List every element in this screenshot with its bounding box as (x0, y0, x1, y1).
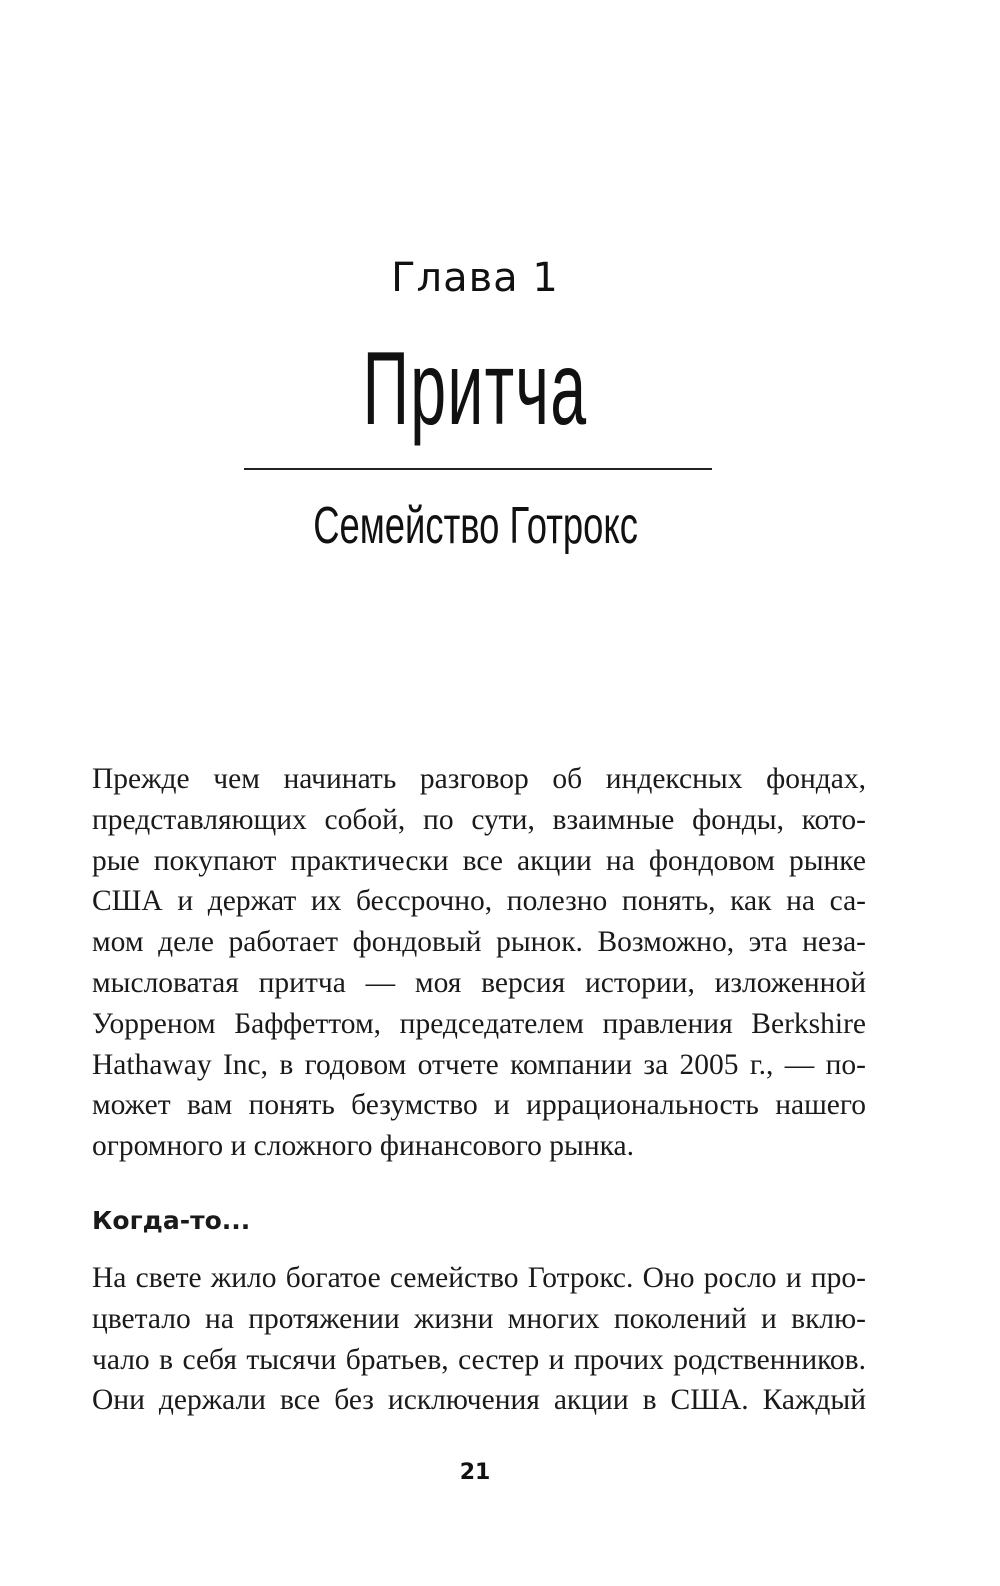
story-paragraph (92, 1258, 866, 1421)
intro-paragraph (92, 759, 866, 1167)
paragraph-line: цветало на протяжении жизни многих поколений и вклю- (92, 1302, 866, 1335)
paragraph-line: рые покупают практически все акции на фондовом рынке (92, 844, 866, 877)
chapter-subtitle: Семейство Готрокс (313, 497, 638, 555)
paragraph-line: представляющих собой, по сути, взаимные фонды, кото- (92, 803, 866, 836)
chapter-title: Притча (362, 331, 588, 447)
paragraph-line: Прежде чем начинать разговор об индексных фондах, (92, 763, 866, 795)
paragraph-line: может вам понять безумство и иррациональность нашего (92, 1089, 866, 1122)
paragraph-line: мысловатая притча — моя версия истории, изложенной (92, 966, 866, 999)
paragraph-line: США и держат их бессрочно, полезно понять, как на са- (92, 885, 866, 918)
chapter-label: Глава 1 (391, 255, 559, 301)
page-number: 21 (459, 1460, 491, 1485)
paragraph-line: На свете жило богатое семейство Готрокс. Оно росло и про- (92, 1262, 866, 1294)
section-heading: Когда-то... (92, 1206, 251, 1235)
paragraph-line: чало в себя тысячи братьев, сестер и прочих родственников. (92, 1343, 866, 1376)
paragraph-line: огромного и сложного финансового рынка. (92, 1130, 634, 1163)
title-divider (244, 468, 712, 470)
paragraph-line: Hathaway Inc, в годовом отчете компании за 2005 г., — по- (92, 1048, 866, 1081)
paragraph-line: Они держали все без исключения акции в США. Каждый (92, 1384, 866, 1417)
paragraph-line: Уорреном Баффеттом, председателем правления Berkshire (92, 1007, 866, 1040)
paragraph-line: мом деле работает фондовый рынок. Возможно, эта неза- (92, 926, 866, 959)
